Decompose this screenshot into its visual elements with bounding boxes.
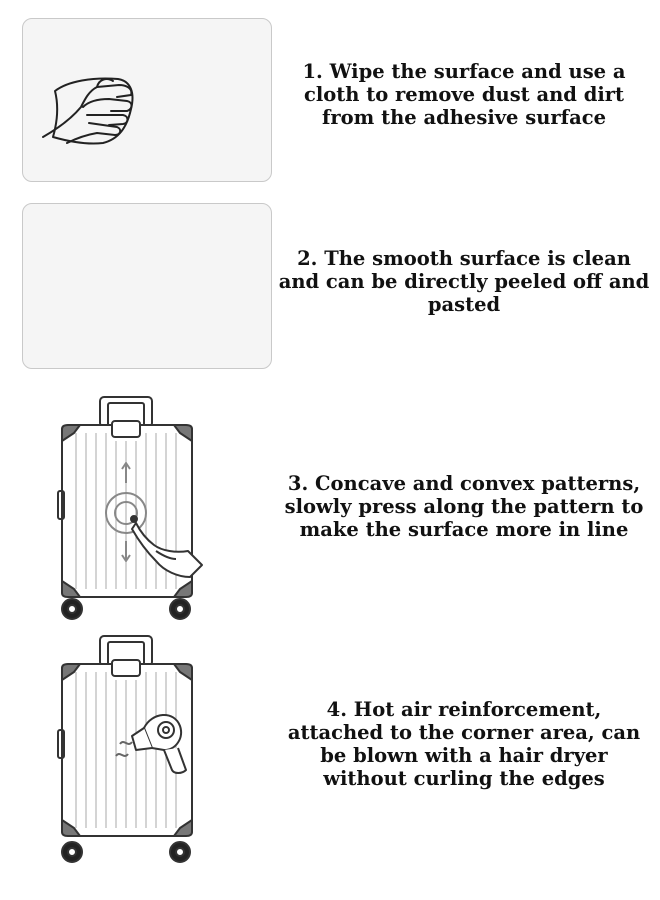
step-1-caption: 1. Wipe the surface and use a cloth to remove dust and dirt from the adhesive surface xyxy=(302,60,626,129)
step-4-caption: 4. Hot air reinforcement, attached to the corner area, can be blown with a hair dryer without curling the edges xyxy=(287,698,641,790)
step-2-caption: 2. The smooth surface is clean and can be directly peeled off and pasted xyxy=(278,247,650,316)
hand-wiping-cloth-icon xyxy=(23,19,271,181)
suitcase-finger-press-icon xyxy=(52,393,212,623)
smooth-surface-panel xyxy=(22,203,272,369)
step-3-caption: 3. Concave and convex patterns, slowly press along the pattern to make the surface more in line xyxy=(284,472,644,541)
suitcase-hair-dryer-icon xyxy=(52,632,212,866)
wipe-surface-panel xyxy=(22,18,272,182)
